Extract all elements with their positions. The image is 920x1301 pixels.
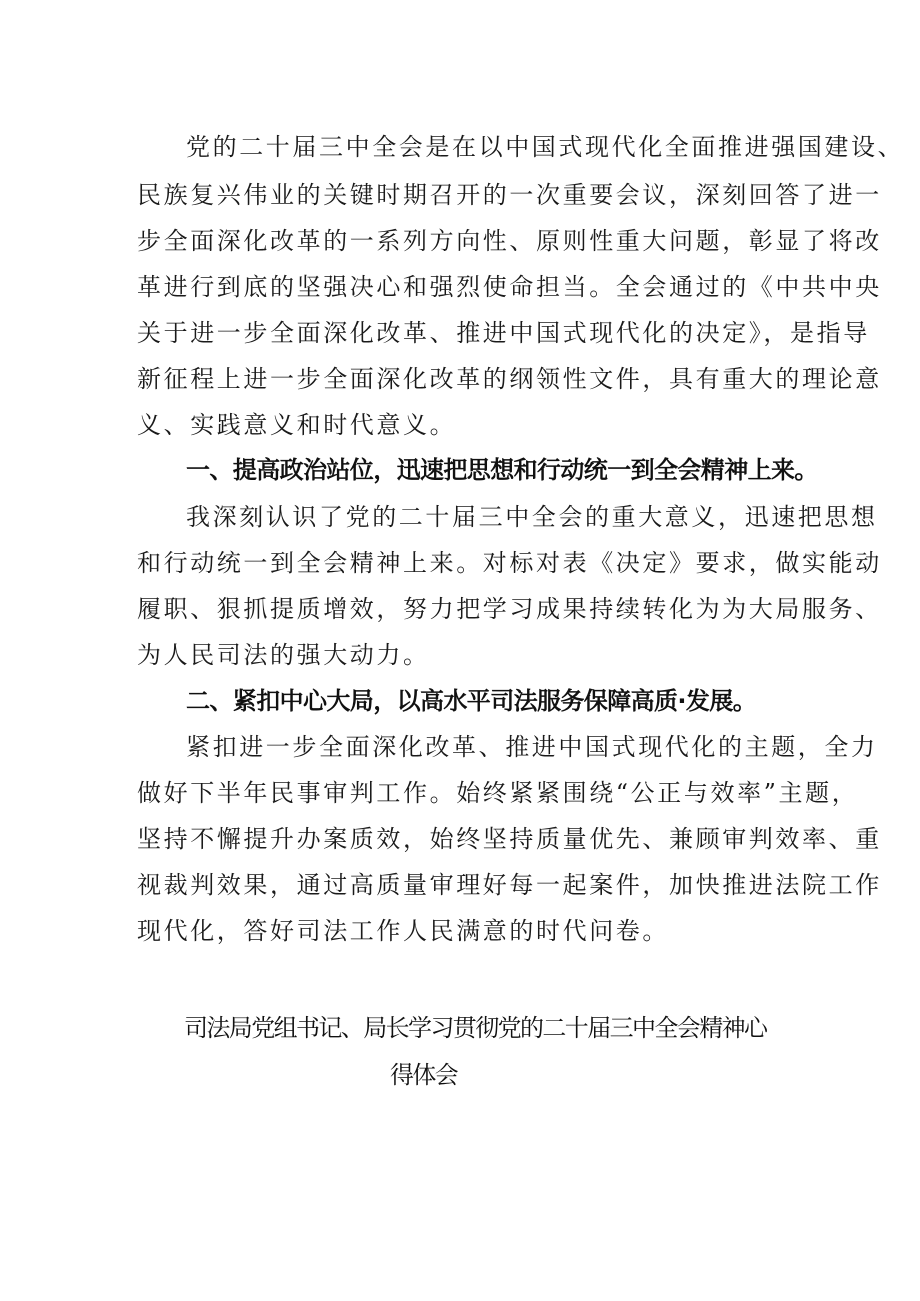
next-title-line-1: 司法局党组书记、局长学习贯彻党的二十届三中全会精神心 [184, 1014, 767, 1042]
section-2-line-5: 现代化，答好司法工作人民满意的时代问卷。 [137, 917, 669, 945]
section-2-line-4: 视裁判效果，通过高质量审理好每一起案件，加快推进法院工作 [137, 871, 882, 899]
next-title-line-2: 得体会 [390, 1061, 458, 1089]
intro-line-3: 步全面深化改革的一系列方向性、原则性重大问题，彰显了将改 [137, 227, 882, 255]
intro-line-1: 党的二十届三中全会是在以中国式现代化全面推进强国建设、 [186, 133, 905, 161]
section-2-heading: 二、紧扣中心大局，以高水平司法服务保障高质·发展。 [186, 687, 757, 715]
section-1-line-4: 为人民司法的强大动力。 [137, 641, 430, 669]
section-1-line-3: 履职、狠抓提质增效，努力把学习成果持续转化为为大局服务、 [137, 595, 882, 623]
section-1-line-1: 我深刻认识了党的二十届三中全会的重大意义，迅速把思想 [186, 503, 878, 531]
section-1-heading: 一、提高政治站位，迅速把思想和行动统一到全会精神上来。 [186, 456, 818, 484]
section-2-line-2: 做好下半年民事审判工作。始终紧紧围绕“公正与效率”主题， [137, 779, 859, 807]
intro-line-6: 新征程上进一步全面深化改革的纲领性文件，具有重大的理论意 [137, 365, 882, 393]
intro-line-5: 关于进一步全面深化改革、推进中国式现代化的决定》，是指导 [137, 319, 870, 347]
section-1-line-2: 和行动统一到全会精神上来。对标对表《决定》要求，做实能动 [137, 549, 882, 577]
section-2-line-3: 坚持不懈提升办案质效，始终坚持质量优先、兼顾审判效率、重 [137, 825, 882, 853]
intro-line-2: 民族复兴伟业的关键时期召开的一次重要会议，深刻回答了进一 [137, 181, 882, 209]
intro-line-4: 革进行到底的坚强决心和强烈使命担当。全会通过的《中共中央 [137, 273, 882, 301]
section-2-line-1: 紧扣进一步全面深化改革、推进中国式现代化的主题，全力 [186, 733, 878, 761]
intro-line-7: 义、实践意义和时代意义。 [137, 411, 457, 439]
